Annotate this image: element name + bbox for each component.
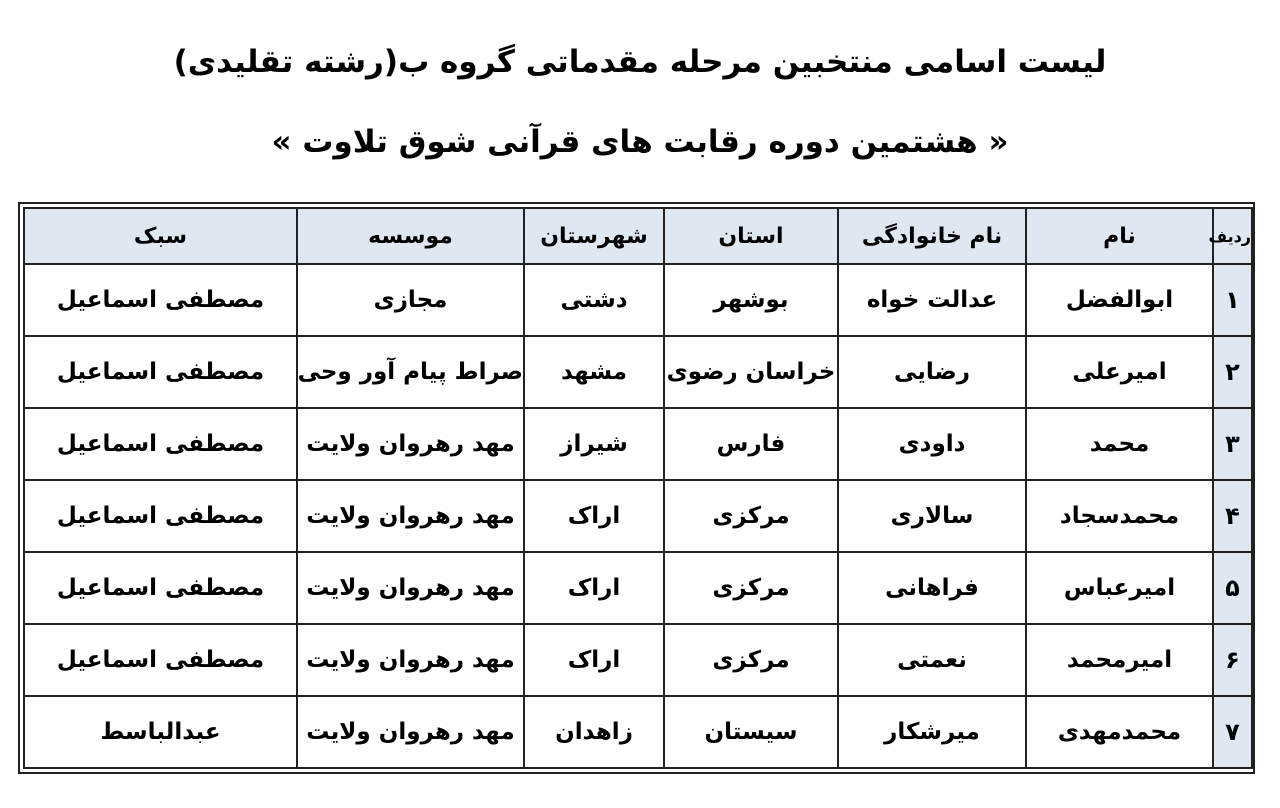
cell-style: مصطفی اسماعیل <box>24 408 297 480</box>
cell-first-name: امیرعباس <box>1026 552 1213 624</box>
header-first-name: نام <box>1026 208 1213 264</box>
cell-first-name: محمدسجاد <box>1026 480 1213 552</box>
cell-institute: مهد رهروان ولایت <box>297 696 524 768</box>
cell-institute: صراط پیام آور وحی <box>297 336 524 408</box>
cell-last-name: داودی <box>838 408 1026 480</box>
cell-style: عبدالباسط <box>24 696 297 768</box>
cell-radif: ۵ <box>1213 552 1252 624</box>
cell-city: مشهد <box>524 336 664 408</box>
cell-last-name: رضایی <box>838 336 1026 408</box>
cell-style: مصطفی اسماعیل <box>24 624 297 696</box>
cell-radif: ۱ <box>1213 264 1252 336</box>
table-row <box>24 408 1252 480</box>
cell-city: اراک <box>524 624 664 696</box>
table-row <box>24 264 1252 336</box>
cell-style: مصطفی اسماعیل <box>24 552 297 624</box>
cell-last-name: فراهانی <box>838 552 1026 624</box>
cell-first-name: محمد <box>1026 408 1213 480</box>
cell-radif: ۶ <box>1213 624 1252 696</box>
page-title: لیست اسامی منتخبین مرحله مقدماتی گروه ب(رشته تقلیدی) <box>173 44 1107 80</box>
cell-last-name: نعمتی <box>838 624 1026 696</box>
cell-city: دشتی <box>524 264 664 336</box>
results-table-frame <box>18 202 1255 774</box>
table-row <box>24 480 1252 552</box>
cell-province: بوشهر <box>664 264 838 336</box>
cell-city: زاهدان <box>524 696 664 768</box>
cell-radif: ۴ <box>1213 480 1252 552</box>
cell-province: سیستان <box>664 696 838 768</box>
cell-province: فارس <box>664 408 838 480</box>
table-row <box>24 552 1252 624</box>
cell-first-name: ابوالفضل <box>1026 264 1213 336</box>
cell-style: مصطفی اسماعیل <box>24 264 297 336</box>
cell-radif: ۲ <box>1213 336 1252 408</box>
header-province: استان <box>664 208 838 264</box>
cell-institute: مهد رهروان ولایت <box>297 624 524 696</box>
header-city: شهرستان <box>524 208 664 264</box>
cell-province: مرکزی <box>664 480 838 552</box>
cell-city: شیراز <box>524 408 664 480</box>
cell-institute: مجازی <box>297 264 524 336</box>
cell-province: مرکزی <box>664 552 838 624</box>
cell-institute: مهد رهروان ولایت <box>297 480 524 552</box>
cell-last-name: میرشکار <box>838 696 1026 768</box>
header-institute: موسسه <box>297 208 524 264</box>
cell-city: اراک <box>524 552 664 624</box>
cell-style: مصطفی اسماعیل <box>24 480 297 552</box>
cell-institute: مهد رهروان ولایت <box>297 552 524 624</box>
results-table <box>23 207 1253 769</box>
cell-institute: مهد رهروان ولایت <box>297 408 524 480</box>
table-row <box>24 696 1252 768</box>
header-style: سبک <box>24 208 297 264</box>
header-radif: ردیف <box>1213 208 1252 264</box>
cell-first-name: امیرعلی <box>1026 336 1213 408</box>
cell-radif: ۷ <box>1213 696 1252 768</box>
page-subtitle: « هشتمین دوره رقابت های قرآنی شوق تلاوت » <box>271 124 1009 160</box>
header-last-name: نام خانوادگی <box>838 208 1026 264</box>
table-row <box>24 336 1252 408</box>
cell-radif: ۳ <box>1213 408 1252 480</box>
cell-last-name: سالاری <box>838 480 1026 552</box>
table-row <box>24 624 1252 696</box>
cell-first-name: امیرمحمد <box>1026 624 1213 696</box>
cell-province: مرکزی <box>664 624 838 696</box>
cell-last-name: عدالت خواه <box>838 264 1026 336</box>
table-header-row <box>24 208 1252 264</box>
cell-province: خراسان رضوی <box>664 336 838 408</box>
cell-first-name: محمدمهدی <box>1026 696 1213 768</box>
cell-style: مصطفی اسماعیل <box>24 336 297 408</box>
cell-city: اراک <box>524 480 664 552</box>
